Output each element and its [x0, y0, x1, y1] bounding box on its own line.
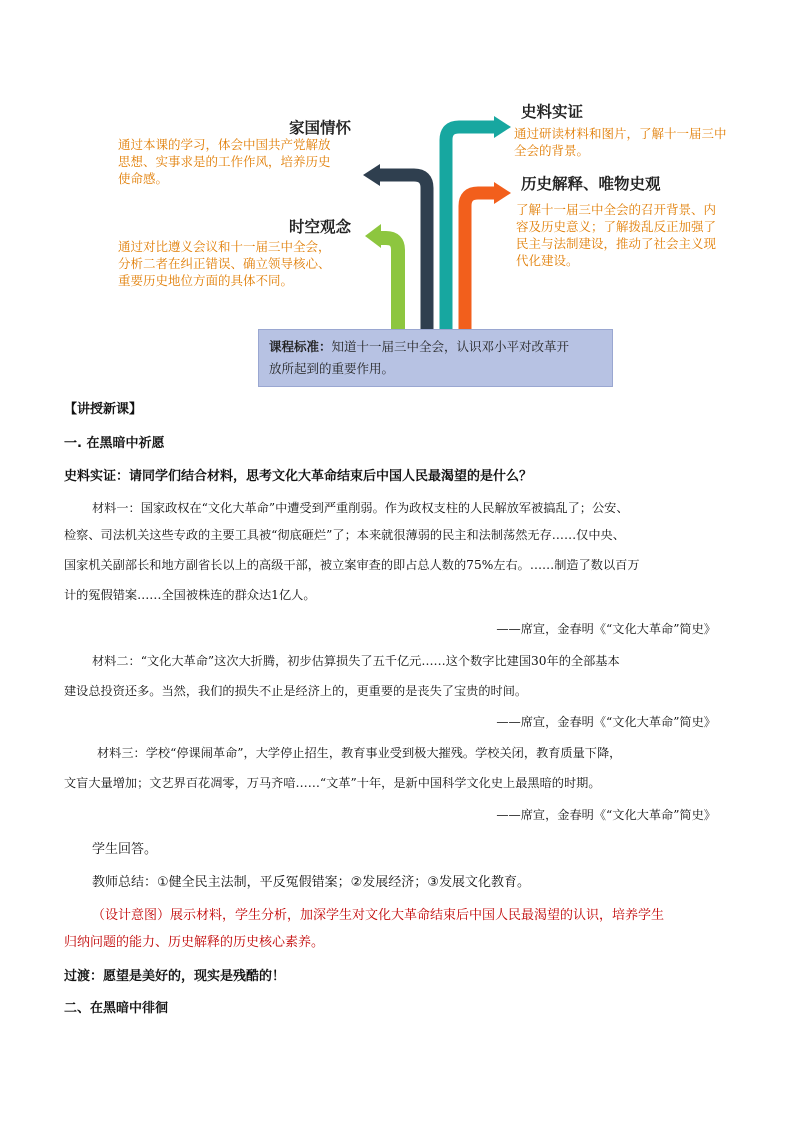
material3-line1: 材料三：学校“停课闹革命”，大学停止招生，教育事业受到极大摧残。学校关闭，教育质量下降， — [97, 746, 622, 760]
material2-line1: 材料二：“文化大革命”这次大折腾，初步估算损失了五千亿元……这个数字比建国30年的全部基本 — [92, 654, 620, 668]
design-intent-line2: 归纳问题的能力、历史解释的历史核心素养。 — [64, 935, 325, 950]
teal-arrow-icon — [494, 116, 511, 138]
heading-1: 一. 在黑暗中祈愿 — [64, 436, 165, 451]
material1-line2: 检察、司法机关这些专政的主要工具被“彻底砸烂”了；本来就很薄弱的民主和法制荡然无存……仅中央、 — [64, 528, 625, 542]
standard-line2: 放所起到的重要作用。 — [269, 361, 395, 376]
material3-source: ——席宣，金春明《“文化大革命”简史》 — [496, 808, 716, 822]
spacetime-text: 通过对比遵义会议和十一届三中全会， 分析二者在纠正错误、确立领导核心、 重要历史地位方面的具体不同。 — [118, 239, 331, 288]
interpretation-text: 了解十一届三中全会的召开背景、内 容及历史意义；了解拨乱反正加强了 民主与法制建设，推动了社会主义现 代化建设。 — [516, 202, 717, 268]
orange-arrow-icon — [494, 182, 511, 204]
question-text: 史料实证：请同学们结合材料，思考文化大革命结束后中国人民最渴望的是什么？ — [64, 469, 533, 484]
standard-line1: 知道十一届三中全会，认识邓小平对改革开 — [331, 339, 570, 354]
curriculum-standard-box — [258, 329, 613, 387]
material2-line2: 建设总投资还多。当然，我们的损失不止是经济上的，更重要的是丧失了宝贵的时间。 — [64, 684, 528, 698]
objectives-diagram — [0, 0, 794, 390]
material2-source: ——席宣，金春明《“文化大革命”简史》 — [496, 715, 716, 729]
material1-source: ——席宣，金春明《“文化大革命”简史》 — [496, 622, 716, 636]
interpretation-title: 历史解释、唯物史观 — [521, 175, 661, 193]
patriotism-text: 通过本课的学习，体会中国共产党解放 思想、实事求是的工作作风，培养历史 使命感。 — [118, 137, 331, 186]
material3-line2: 文盲大量增加；文艺界百花凋零，万马齐喑……“文革”十年，是新中国科学文化史上最黑暗的时期。 — [64, 776, 601, 790]
material1-line3: 国家机关副部长和地方副省长以上的高级干部，被立案审查的即占总人数的75%左右。……制造了数以百万 — [64, 558, 640, 572]
section-header: 【讲授新课】 — [64, 402, 143, 417]
student-answer: 学生回答。 — [92, 842, 158, 857]
material1-line1: 材料一：国家政权在“文化大革命”中遭受到严重削弱。作为政权支柱的人民解放军被搞乱了；公安、 — [92, 501, 629, 515]
teacher-summary: 教师总结：①健全民主法制，平反冤假错案；②发展经济；③发展文化教育。 — [92, 875, 530, 890]
evidence-title: 史料实证 — [521, 103, 584, 121]
patriotism-title: 家国情怀 — [289, 119, 352, 137]
material1-line4: 计的冤假错案……全国被株连的群众达1亿人。 — [64, 588, 316, 602]
evidence-text: 通过研读材料和图片，了解十一届三中 全会的背景。 — [514, 126, 727, 158]
design-intent-line1: （设计意图）展示材料，学生分析，加深学生对文化大革命结束后中国人民最渴望的认识，培养学生 — [92, 908, 665, 923]
transition-text: 过渡：愿望是美好的，现实是残酷的！ — [64, 969, 286, 984]
standard-label: 课程标准： — [269, 339, 332, 354]
spacetime-title: 时空观念 — [289, 218, 352, 236]
heading-2: 二、在黑暗中徘徊 — [64, 1001, 169, 1016]
